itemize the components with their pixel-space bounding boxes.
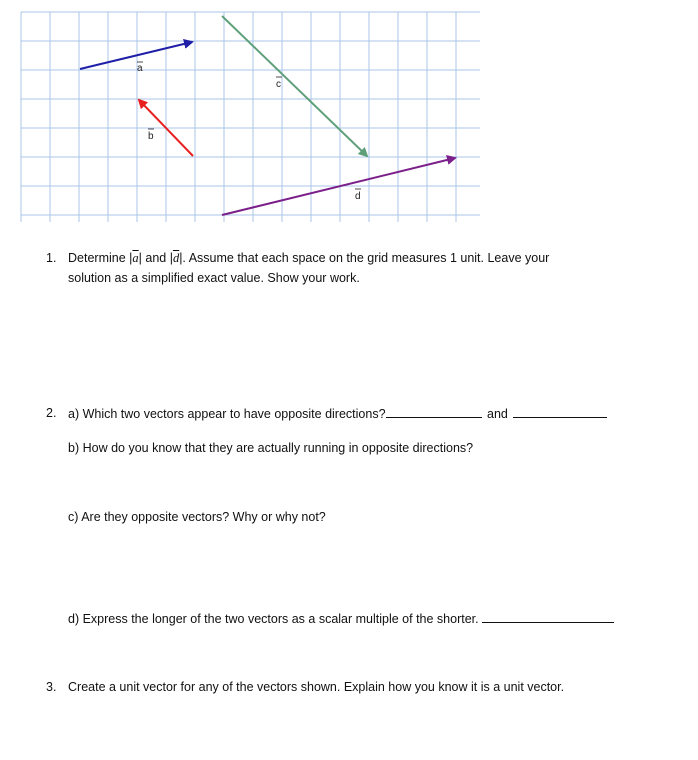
question-2a-text: a) Which two vectors appear to have opposite directions? [68,407,386,421]
vector-b-label: b [148,131,154,142]
vector-grid-figure [0,0,698,230]
question-3 [46,677,564,697]
question-2b-text: b) How do you know that they are actually running in opposite directions? [68,441,474,455]
question-2a-answer-blank-2[interactable] [513,403,607,418]
vector-a-label: a [137,63,143,74]
question-1-text-pre: Determine | [68,251,133,265]
vectors [80,16,455,215]
question-1-text-line2: solution as a simplified exact value. Show your work. [68,271,360,285]
vector-d-label: d [355,191,361,202]
question-2c-text: c) Are they opposite vectors? Why or why not? [68,510,326,524]
question-1-text-mid: | and | [138,251,173,265]
question-1-text-post: |. Assume that each space on the grid measures 1 unit. Leave your [179,251,550,265]
question-2d [68,608,614,629]
vector-c-arrow [222,16,367,156]
question-2-number: 2. [46,406,57,420]
question-2d-answer-blank[interactable] [482,608,614,623]
question-3-text: Create a unit vector for any of the vectors shown. Explain how you know it is a unit vector. [68,680,565,694]
question-2a-and: and [487,407,508,421]
question-2d-text: d) Express the longer of the two vectors as a scalar multiple of the shorter. [68,612,479,626]
question-2c [68,507,326,527]
vector-c-label: c [276,79,281,90]
question-2a-answer-blank-1[interactable] [386,403,482,418]
question-3-number: 3. [46,680,57,694]
question-1 [46,248,549,288]
question-2b [68,438,473,458]
question-1-vector-a: $\overline{a}$ [132,251,139,265]
question-2a [46,403,607,424]
vector-a-arrow [80,42,192,69]
question-1-vector-d: $\overline{d}$ [172,251,180,265]
question-1-number: 1. [46,251,57,265]
